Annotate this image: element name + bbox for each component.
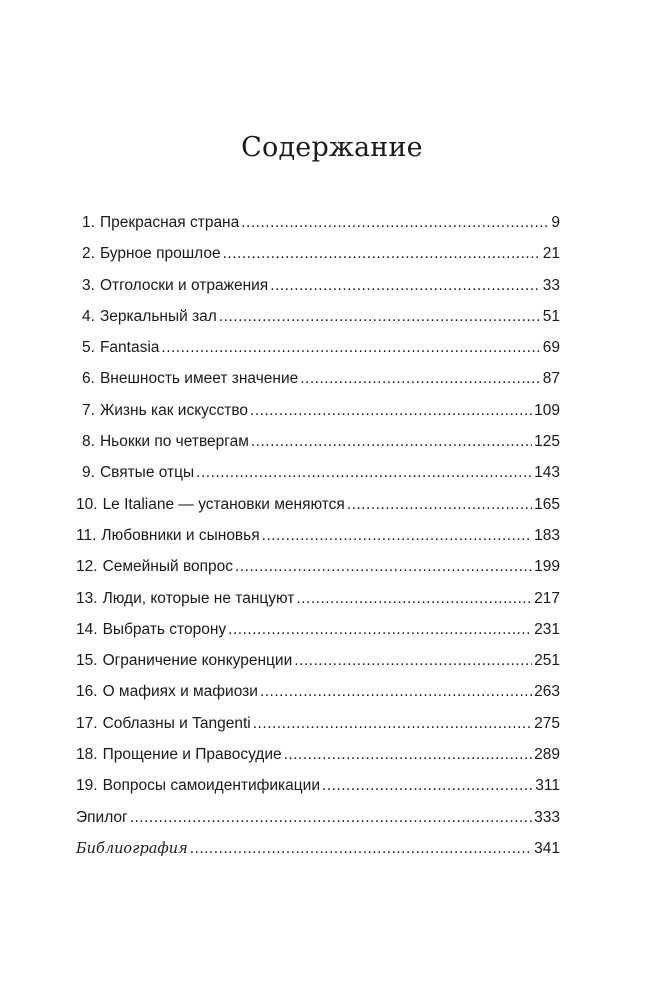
toc-entry[interactable] bbox=[76, 277, 560, 308]
dot-leader bbox=[270, 277, 541, 295]
toc-entry[interactable] bbox=[76, 464, 560, 495]
toc-entry-title: Вопросы самоидентификации bbox=[102, 777, 320, 795]
toc-entry-number: 16. bbox=[76, 683, 98, 701]
dot-leader bbox=[196, 464, 532, 482]
toc-entry[interactable] bbox=[76, 746, 560, 777]
toc-entry-page-number: 199 bbox=[534, 558, 560, 576]
toc-entry-page-number: 341 bbox=[534, 839, 560, 857]
toc-entry[interactable] bbox=[76, 590, 560, 621]
dot-leader bbox=[241, 214, 549, 232]
toc-entry-number: 12. bbox=[76, 558, 98, 576]
dot-leader bbox=[262, 527, 532, 545]
toc-entry-title: Ньокки по четвергам bbox=[99, 433, 249, 451]
toc-entry[interactable] bbox=[76, 370, 560, 401]
toc-entry-number: 6. bbox=[82, 370, 95, 388]
toc-entry-title: Люди, которые не танцуют bbox=[102, 589, 295, 607]
toc-entry-page-number: 21 bbox=[542, 245, 560, 263]
toc-entry-title: Зеркальный зал bbox=[99, 307, 217, 325]
toc-entry-number: 15. bbox=[76, 652, 98, 670]
toc-entry-title: Ограничение конкуренции bbox=[102, 652, 293, 670]
toc-entry-number: 7. bbox=[82, 401, 95, 419]
toc-entry[interactable] bbox=[76, 245, 560, 276]
dot-leader bbox=[250, 402, 532, 420]
page-title: Содержание bbox=[241, 132, 423, 163]
toc-entry-number: 19. bbox=[76, 777, 98, 795]
toc-entry-page-number: 217 bbox=[534, 589, 560, 607]
toc-entry-number: 9. bbox=[82, 464, 95, 482]
toc-entry-page-number: 87 bbox=[542, 370, 560, 388]
toc-entry-page-number: 165 bbox=[534, 495, 560, 513]
toc-entry-title: Святые отцы bbox=[99, 464, 195, 482]
toc-entry[interactable] bbox=[76, 715, 560, 746]
toc-entry-page-number: 333 bbox=[534, 808, 560, 826]
toc-entry[interactable] bbox=[76, 558, 560, 589]
dot-leader bbox=[322, 777, 533, 795]
toc-entry[interactable] bbox=[76, 496, 560, 527]
dot-leader bbox=[253, 715, 532, 733]
dot-leader bbox=[251, 433, 532, 451]
toc-entry-title: Внешность имеет значение bbox=[99, 370, 299, 388]
toc-entry-number: 17. bbox=[76, 714, 98, 732]
dot-leader bbox=[228, 621, 532, 639]
toc-entry[interactable] bbox=[76, 339, 560, 370]
toc-entry[interactable] bbox=[76, 652, 560, 683]
dot-leader bbox=[300, 370, 541, 388]
toc-entry-title: Выбрать сторону bbox=[102, 620, 227, 638]
toc-entry-title: Семейный вопрос bbox=[102, 558, 234, 576]
toc-entry-page-number: 33 bbox=[542, 276, 560, 294]
toc-entry-page-number: 251 bbox=[534, 652, 560, 670]
toc-entry-title: Бурное прошлое bbox=[99, 245, 221, 263]
toc-entry-title: Прощение и Правосудие bbox=[102, 746, 282, 764]
toc-entry[interactable] bbox=[76, 840, 560, 871]
toc-entry-number: 14. bbox=[76, 620, 98, 638]
toc-entry-number: 11. bbox=[76, 526, 97, 544]
toc-entry-page-number: 183 bbox=[534, 526, 560, 544]
dot-leader bbox=[284, 746, 533, 764]
dot-leader bbox=[130, 809, 532, 827]
toc-entry-number: 5. bbox=[82, 339, 95, 357]
toc-entry-title: Прекрасная страна bbox=[99, 214, 240, 231]
dot-leader bbox=[294, 652, 532, 670]
toc-entry-number: 2. bbox=[82, 245, 95, 263]
toc-entry[interactable] bbox=[76, 809, 560, 840]
toc-entry-number: 3. bbox=[82, 276, 95, 294]
toc-entry-page-number: 143 bbox=[534, 464, 560, 482]
toc-entry-page-number: 69 bbox=[542, 339, 560, 357]
toc-entry-title: Библиография bbox=[76, 840, 188, 857]
toc-entry-page-number: 311 bbox=[535, 777, 560, 795]
toc-entry-title: Жизнь как искусство bbox=[99, 401, 249, 419]
toc-entry[interactable] bbox=[76, 527, 560, 558]
toc-entry-page-number: 275 bbox=[534, 714, 560, 732]
toc-entry-title: Le Italiane — установки меняются bbox=[102, 495, 345, 513]
dot-leader bbox=[223, 245, 541, 263]
dot-leader bbox=[260, 683, 532, 701]
dot-leader bbox=[161, 339, 540, 357]
toc-entry[interactable] bbox=[76, 683, 560, 714]
toc-entry-title: Эпилог bbox=[76, 808, 128, 826]
toc-entry-page-number: 125 bbox=[534, 433, 560, 451]
toc-entry[interactable] bbox=[76, 433, 560, 464]
toc-entry-number: 8. bbox=[82, 433, 95, 451]
toc-entry-number: 4. bbox=[82, 307, 95, 325]
toc-entry-page-number: 51 bbox=[542, 307, 560, 325]
toc-entry-page-number: 263 bbox=[534, 683, 560, 701]
toc-entry[interactable] bbox=[76, 308, 560, 339]
dot-leader bbox=[219, 308, 541, 326]
toc-entry[interactable] bbox=[76, 214, 560, 245]
toc-entry[interactable] bbox=[76, 621, 560, 652]
toc-entry-title: Соблазны и Tangenti bbox=[102, 714, 251, 732]
toc-entry[interactable] bbox=[76, 402, 560, 433]
toc-entry-page-number: 9 bbox=[551, 214, 560, 231]
toc-entry-title: Fantasia bbox=[99, 339, 160, 357]
toc-entry-page-number: 289 bbox=[534, 746, 560, 764]
toc-entry-title: О мафиях и мафиози bbox=[102, 683, 258, 701]
toc-entry-number: 1. bbox=[82, 214, 95, 231]
toc-entry-page-number: 109 bbox=[534, 401, 560, 419]
toc-entry-number: 18. bbox=[76, 746, 98, 764]
table-of-contents bbox=[76, 214, 560, 871]
toc-entry-number: 10. bbox=[76, 495, 98, 513]
dot-leader bbox=[190, 840, 532, 858]
toc-entry-page-number: 231 bbox=[534, 620, 560, 638]
dot-leader bbox=[235, 558, 532, 576]
dot-leader bbox=[296, 590, 532, 608]
toc-entry-number: 13. bbox=[76, 589, 98, 607]
toc-entry[interactable] bbox=[76, 777, 560, 808]
dot-leader bbox=[347, 496, 532, 514]
toc-entry-title: Любовники и сыновья bbox=[101, 526, 260, 544]
toc-entry-title: Отголоски и отражения bbox=[99, 276, 269, 294]
